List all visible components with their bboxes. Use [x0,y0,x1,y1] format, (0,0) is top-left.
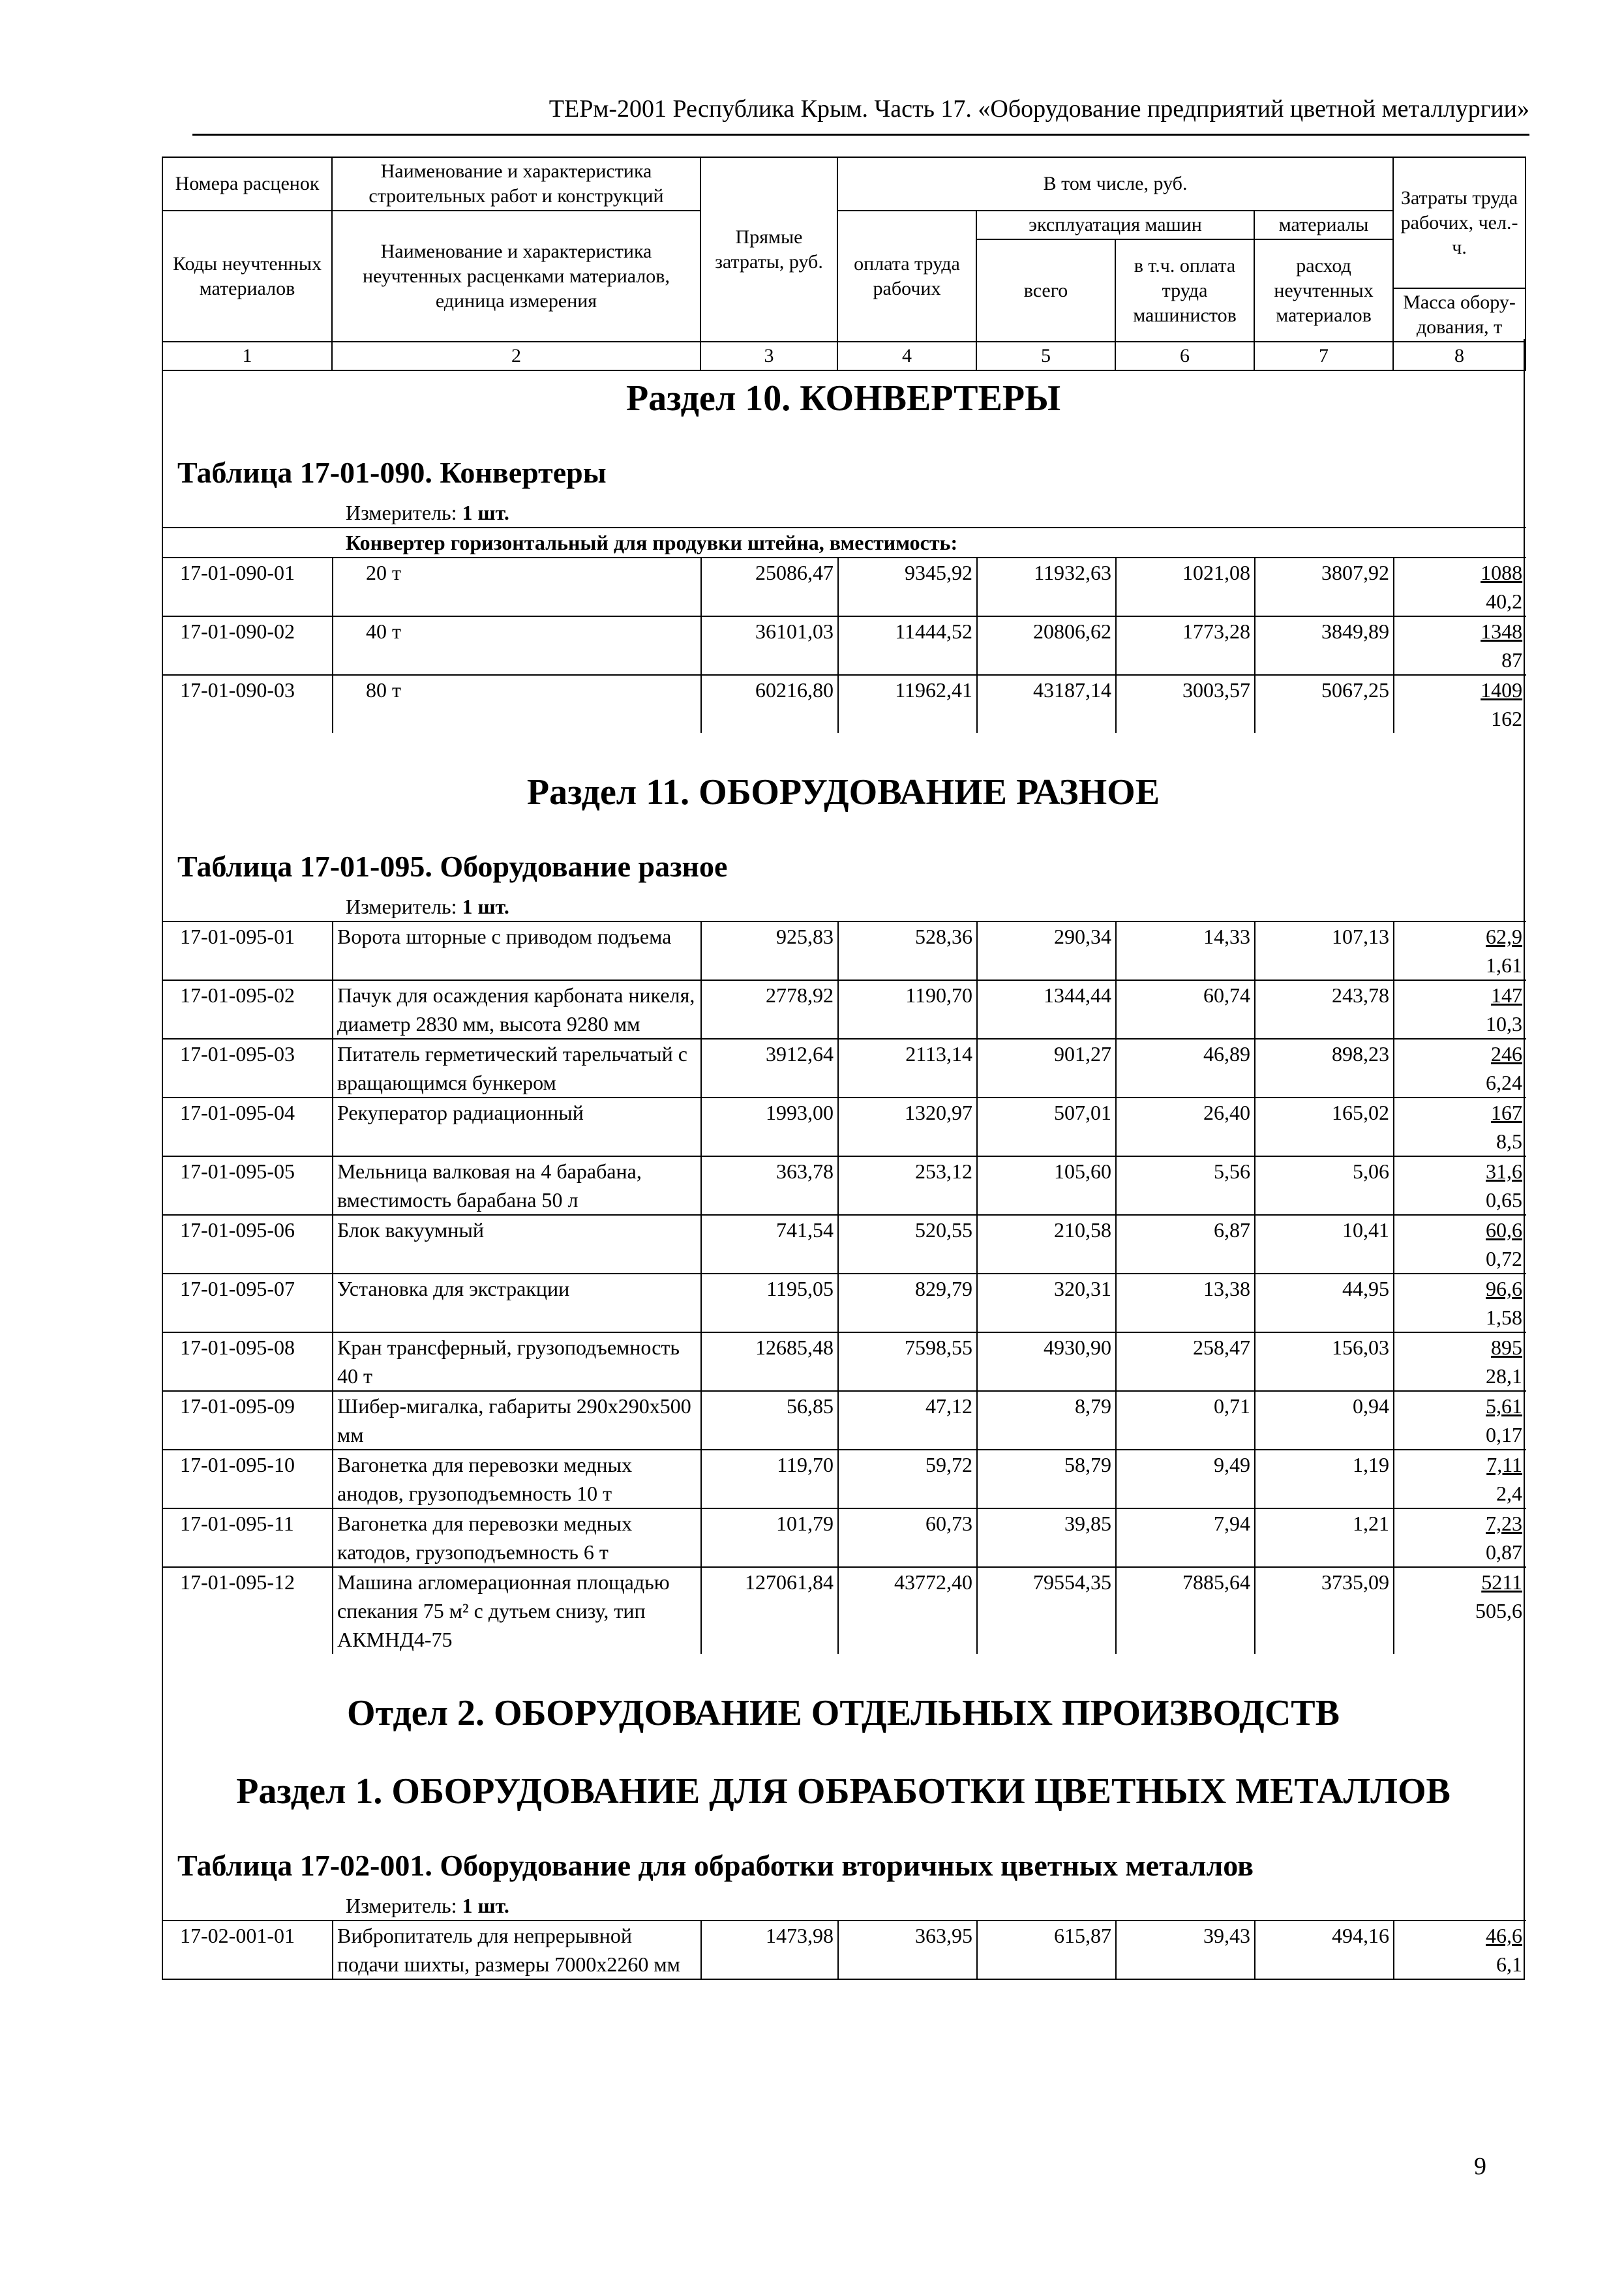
labor-costs: 11444,52 [838,616,977,675]
header-number: 4 [837,342,976,370]
material-costs: 44,95 [1255,1274,1394,1332]
direct-costs: 25086,47 [701,558,838,616]
measure-label: Измеритель: [346,895,462,918]
table-row [163,1274,1526,1332]
labor-costs: 253,12 [838,1156,977,1215]
equipment-mass: 6,1 [1496,1952,1522,1976]
rate-name: Рекуператор радиационный [333,1098,701,1156]
header-col8-top: Затраты труда рабочих, чел.-ч. [1393,157,1526,288]
labor-hours: 96,6 [1486,1277,1522,1300]
equipment-mass: 0,17 [1486,1423,1522,1446]
equipment-mass: 40,2 [1486,590,1523,613]
department-title: Отдел 2. ОБОРУДОВАНИЕ ОТДЕЛЬНЫХ ПРОИЗВОДСТВ [347,1693,1340,1733]
labor-costs: 829,79 [838,1274,977,1332]
operator-costs: 46,89 [1116,1039,1255,1098]
equipment-mass: 0,72 [1486,1247,1522,1270]
rate-code: 17-01-090-02 [163,616,333,675]
rate-code: 17-01-095-02 [163,980,333,1039]
rate-code: 17-01-095-06 [163,1215,333,1274]
table-title: Таблица 17-01-090. Конвертеры [177,456,607,489]
labor-hours: 31,6 [1486,1159,1522,1183]
table-title: Таблица 17-01-095. Оборудование разное [177,850,728,883]
machine-costs: 4930,90 [977,1332,1116,1391]
measure-value: 1 шт. [462,895,509,918]
measure-line [163,892,1524,921]
labor-hours: 895 [1491,1336,1522,1359]
equipment-mass: 8,5 [1496,1130,1522,1153]
direct-costs: 2778,92 [701,980,838,1039]
labor-hours: 1409 [1481,678,1523,702]
labor-mass-cell [1394,1039,1526,1098]
machine-costs: 901,27 [977,1039,1116,1098]
machine-costs: 43187,14 [977,675,1116,733]
machine-costs: 105,60 [977,1156,1116,1215]
material-costs: 156,03 [1255,1332,1394,1391]
machine-costs: 58,79 [977,1450,1116,1508]
labor-hours: 1088 [1481,561,1523,584]
table-row [163,1508,1526,1567]
rate-name: 80 т [333,675,701,733]
rate-name: Вибропитатель для непрерывной подачи шихты, размеры 7000х2260 мм [333,1921,701,1979]
measure-value: 1 шт. [462,1894,509,1917]
header-number: 6 [1115,342,1254,370]
operator-costs: 6,87 [1116,1215,1255,1274]
labor-costs: 59,72 [838,1450,977,1508]
machine-costs: 507,01 [977,1098,1116,1156]
labor-mass-cell [1394,921,1526,980]
material-costs: 1,21 [1255,1508,1394,1567]
rate-name: Вагонетка для перевозки медных анодов, грузоподъемность 10 т [333,1450,701,1508]
rate-code: 17-01-095-08 [163,1332,333,1391]
header-machines: эксплуатация машин [976,211,1254,239]
labor-costs: 2113,14 [838,1039,977,1098]
labor-hours: 147 [1491,983,1522,1007]
direct-costs: 1473,98 [701,1921,838,1979]
labor-mass-cell [1394,1450,1526,1508]
material-costs: 3849,89 [1255,616,1394,675]
labor-hours: 7,11 [1486,1453,1522,1476]
rate-name: Вагонетка для перевозки медных катодов, грузоподъемность 6 т [333,1508,701,1567]
table-row [163,1098,1526,1156]
rate-code: 17-01-095-11 [163,1508,333,1567]
rates-table [163,1920,1526,1979]
operator-costs: 1021,08 [1116,558,1255,616]
equipment-mass: 0,65 [1486,1188,1522,1212]
labor-mass-cell [1394,1098,1526,1156]
machine-costs: 79554,35 [977,1567,1116,1654]
direct-costs: 127061,84 [701,1567,838,1654]
labor-mass-cell [1394,616,1526,675]
labor-hours: 5211 [1481,1570,1522,1594]
material-costs: 10,41 [1255,1215,1394,1274]
rate-name: Пачук для осаждения карбоната никеля, диаметр 2830 мм, высота 9280 мм [333,980,701,1039]
table-row [163,1567,1526,1654]
section-title: Раздел 11. ОБОРУДОВАНИЕ РАЗНОЕ [526,772,1160,813]
rate-name: Ворота шторные с приводом подъема [333,921,701,980]
header-incl: В том числе, руб. [837,157,1393,211]
measure-line [163,498,1524,527]
labor-hours: 5,61 [1486,1394,1522,1418]
labor-mass-cell [1394,1332,1526,1391]
header-col1-top: Номера расценок [162,157,332,211]
machine-costs: 20806,62 [977,616,1116,675]
labor-costs: 11962,41 [838,675,977,733]
running-title: ТЕРм-2001 Республика Крым. Часть 17. «Оборудование предприятий цветной металлургии» [549,95,1529,123]
labor-costs: 528,36 [838,921,977,980]
labor-hours: 46,6 [1486,1924,1522,1947]
rate-code: 17-01-095-10 [163,1450,333,1508]
operator-costs: 258,47 [1116,1332,1255,1391]
rate-name: Питатель герметический тарельчатый с вращающимся бункером [333,1039,701,1098]
labor-costs: 7598,55 [838,1332,977,1391]
labor-mass-cell [1394,1391,1526,1450]
direct-costs: 1195,05 [701,1274,838,1332]
material-costs: 165,02 [1255,1098,1394,1156]
rate-code: 17-01-095-09 [163,1391,333,1450]
operator-costs: 13,38 [1116,1274,1255,1332]
material-costs: 243,78 [1255,980,1394,1039]
labor-mass-cell [1394,1156,1526,1215]
header-number: 7 [1254,342,1393,370]
material-costs: 3807,92 [1255,558,1394,616]
material-costs: 1,19 [1255,1450,1394,1508]
measure-label: Измеритель: [346,501,462,524]
direct-costs: 741,54 [701,1215,838,1274]
material-costs: 898,23 [1255,1039,1394,1098]
direct-costs: 3912,64 [701,1039,838,1098]
operator-costs: 7885,64 [1116,1567,1255,1654]
operator-costs: 14,33 [1116,921,1255,980]
material-costs: 0,94 [1255,1391,1394,1450]
material-costs: 5067,25 [1255,675,1394,733]
labor-mass-cell [1394,1215,1526,1274]
direct-costs: 101,79 [701,1508,838,1567]
operator-costs: 3003,57 [1116,675,1255,733]
header-col5: всего [976,239,1115,342]
labor-hours: 167 [1491,1101,1522,1124]
direct-costs: 119,70 [701,1450,838,1508]
labor-mass-cell [1394,675,1526,733]
equipment-mass: 2,4 [1496,1482,1522,1505]
table-row [163,558,1526,616]
labor-costs: 1320,97 [838,1098,977,1156]
machine-costs: 210,58 [977,1215,1116,1274]
material-costs: 3735,09 [1255,1567,1394,1654]
machine-costs: 615,87 [977,1921,1116,1979]
direct-costs: 36101,03 [701,616,838,675]
rate-code: 17-01-090-01 [163,558,333,616]
operator-costs: 60,74 [1116,980,1255,1039]
table-row [163,921,1526,980]
labor-costs: 47,12 [838,1391,977,1450]
rates-table [163,921,1526,1654]
operator-costs: 9,49 [1116,1450,1255,1508]
equipment-mass: 505,6 [1475,1599,1522,1623]
rate-name: 20 т [333,558,701,616]
labor-mass-cell [1394,980,1526,1039]
section-title: Раздел 1. ОБОРУДОВАНИЕ ДЛЯ ОБРАБОТКИ ЦВЕТНЫХ МЕТАЛЛОВ [236,1771,1451,1812]
equipment-mass: 6,24 [1486,1071,1522,1094]
direct-costs: 60216,80 [701,675,838,733]
labor-hours: 246 [1491,1042,1522,1066]
labor-costs: 9345,92 [838,558,977,616]
rate-code: 17-01-090-03 [163,675,333,733]
rate-name: Блок вакуумный [333,1215,701,1274]
rate-name: 40 т [333,616,701,675]
material-costs: 5,06 [1255,1156,1394,1215]
header-col8-bottom: Масса обору-дования, т [1393,288,1526,342]
labor-costs: 60,73 [838,1508,977,1567]
rate-name: Кран трансферный, грузоподъемность 40 т [333,1332,701,1391]
table-row [163,1332,1526,1391]
labor-mass-cell [1394,1508,1526,1567]
operator-costs: 39,43 [1116,1921,1255,1979]
header-col4: оплата труда рабочих [837,211,976,342]
header-number: 1 [162,342,332,370]
machine-costs: 320,31 [977,1274,1116,1332]
table-row [163,1921,1526,1979]
rates-table [163,527,1526,733]
rate-code: 17-01-095-07 [163,1274,333,1332]
equipment-mass: 1,61 [1486,953,1522,977]
labor-costs: 520,55 [838,1215,977,1274]
direct-costs: 56,85 [701,1391,838,1450]
measure-label: Измеритель: [346,1894,462,1917]
machine-costs: 39,85 [977,1508,1116,1567]
header-col1-bottom: Коды неучтенных материалов [162,211,332,342]
section-title: Раздел 10. КОНВЕРТЕРЫ [625,378,1061,419]
table-row [163,616,1526,675]
material-costs: 494,16 [1255,1921,1394,1979]
rate-code: 17-01-095-01 [163,921,333,980]
header-number: 3 [700,342,837,370]
rate-code: 17-02-001-01 [163,1921,333,1979]
measure-value: 1 шт. [462,501,509,524]
header-col6: в т.ч. оплата труда машинистов [1115,239,1254,342]
operator-costs: 5,56 [1116,1156,1255,1215]
operator-costs: 7,94 [1116,1508,1255,1567]
header-col7: расход неучтенных материалов [1254,239,1393,342]
table-row [163,1039,1526,1098]
labor-costs: 363,95 [838,1921,977,1979]
rate-code: 17-01-095-04 [163,1098,333,1156]
labor-costs: 1190,70 [838,980,977,1039]
labor-mass-cell [1394,1274,1526,1332]
rate-name: Мельница валковая на 4 барабана, вместимость барабана 50 л [333,1156,701,1215]
labor-costs: 43772,40 [838,1567,977,1654]
operator-costs: 1773,28 [1116,616,1255,675]
table-row [163,675,1526,733]
labor-hours: 7,23 [1486,1512,1522,1535]
equipment-mass: 10,3 [1486,1012,1522,1036]
table-row [163,1156,1526,1215]
direct-costs: 1993,00 [701,1098,838,1156]
table-row [163,980,1526,1039]
equipment-mass: 1,58 [1486,1306,1522,1329]
material-costs: 107,13 [1255,921,1394,980]
labor-mass-cell [1394,558,1526,616]
equipment-mass: 87 [1501,648,1523,672]
rate-code: 17-01-095-03 [163,1039,333,1098]
labor-hours: 1348 [1481,620,1523,643]
rate-code: 17-01-095-12 [163,1567,333,1654]
table-row [163,1450,1526,1508]
direct-costs: 363,78 [701,1156,838,1215]
machine-costs: 11932,63 [977,558,1116,616]
equipment-mass: 162 [1491,707,1523,730]
labor-mass-cell [1394,1921,1526,1979]
rate-name: Установка для экстракции [333,1274,701,1332]
table-title: Таблица 17-02-001. Оборудование для обработки вторичных цветных металлов [177,1849,1254,1882]
table-row [163,1215,1526,1274]
measure-line [163,1891,1524,1920]
group-label: Конвертер горизонтальный для продувки штейна, вместимость: [163,528,1526,558]
page-number: 9 [1474,2153,1486,2180]
header-number: 8 [1393,342,1526,370]
operator-costs: 26,40 [1116,1098,1255,1156]
direct-costs: 12685,48 [701,1332,838,1391]
header-col2-top: Наименование и характеристика строительных работ и конструкций [332,157,700,211]
header-materials: материалы [1254,211,1393,239]
header-rule [192,134,1529,136]
labor-hours: 62,9 [1486,925,1522,948]
operator-costs: 0,71 [1116,1391,1255,1450]
rate-name: Машина агломерационная площадью спекания 75 м² с дутьем снизу, тип АКМНД4-75 [333,1567,701,1654]
machine-costs: 1344,44 [977,980,1116,1039]
machine-costs: 290,34 [977,921,1116,980]
document-body [162,339,1525,1980]
header-col2-bottom: Наименование и характеристика неучтенных расценками материалов, единица измерения [332,211,700,342]
equipment-mass: 0,87 [1486,1540,1522,1564]
labor-mass-cell [1394,1567,1526,1654]
header-number: 5 [976,342,1115,370]
header-col3: Прямые затраты, руб. [700,157,837,342]
equipment-mass: 28,1 [1486,1364,1522,1388]
labor-hours: 60,6 [1486,1218,1522,1242]
machine-costs: 8,79 [977,1391,1116,1450]
rate-code: 17-01-095-05 [163,1156,333,1215]
table-row [163,1391,1526,1450]
rate-name: Шибер-мигалка, габариты 290х290х500 мм [333,1391,701,1450]
header-number: 2 [332,342,700,370]
direct-costs: 925,83 [701,921,838,980]
